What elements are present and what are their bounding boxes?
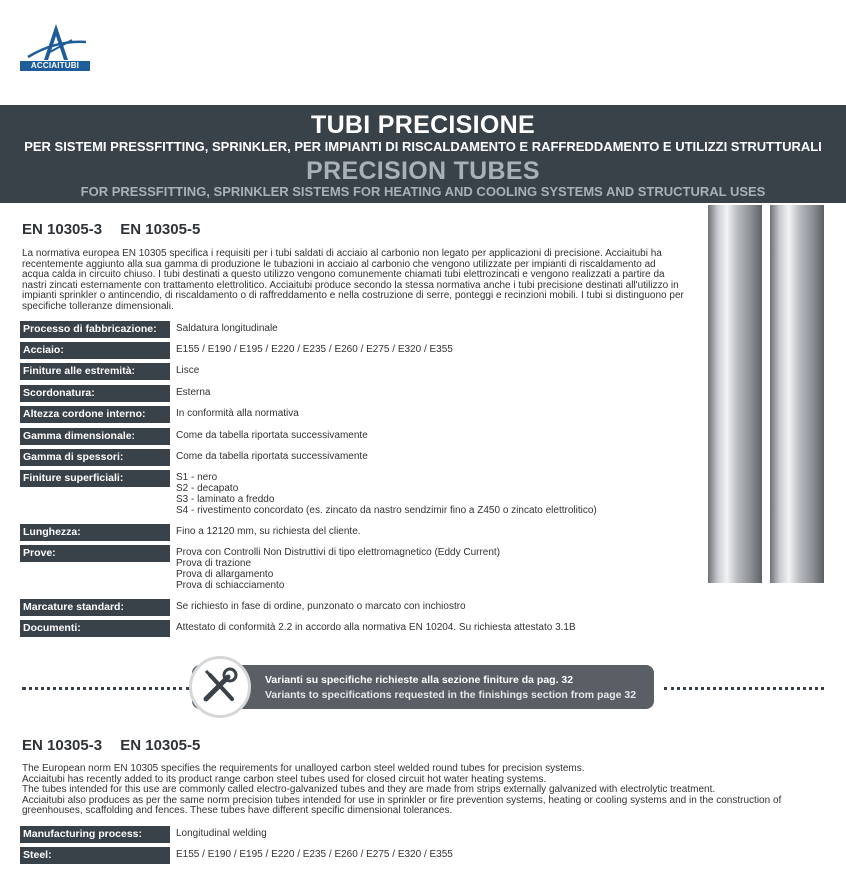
spec-value: In conformità alla normativa — [176, 408, 299, 419]
norm-label: EN 10305-3 — [22, 221, 103, 238]
dotted-divider-left — [22, 687, 190, 694]
intro-paragraph: Acciaitubi has recently added to its product range carbon steel tubes used for closed circuit hot water heating systems. — [22, 773, 547, 785]
tube-right — [770, 205, 824, 583]
spec-value: Saldatura longitudinale — [176, 323, 278, 334]
norm-label: EN 10305-5 — [120, 221, 201, 238]
spec-value: Se richiesto in fase di ordine, punzonato o marcato con inchiostro — [176, 601, 466, 612]
logo-wordmark: ACCIAITUBI — [20, 61, 90, 71]
intro-paragraph: Acciaitubi also produces as per the same norm precision tubes intended for use in sprinkler or fire prevention systems, heating or cooling systems and in the construction of greenhouses, scaffolding and fences. These tubes have different specific dimensional tolerances. — [22, 794, 782, 816]
intro-paragraph: The European norm EN 10305 specifies the requirements for unalloyed carbon steel welded round tubes for precision systems. — [22, 763, 585, 774]
spec-label: Finiture alle estremità: — [20, 363, 170, 380]
spec-label: Scordonatura: — [20, 385, 170, 402]
variants-text-it: Varianti su specifiche richieste alla sezione finiture da pag. 32 — [265, 674, 574, 686]
spec-label: Finiture superficiali: — [20, 470, 170, 487]
spec-label: Prove: — [20, 545, 170, 562]
spec-label: Lunghezza: — [20, 524, 170, 541]
spec-value: Esterna — [176, 387, 211, 398]
variants-text-en: Variants to specifications requested in the finishings section from page 32 — [265, 689, 637, 701]
dotted-divider-right — [664, 687, 824, 694]
tools-icon — [192, 659, 248, 715]
title-banner — [0, 105, 846, 203]
spec-value: Come da tabella riportata successivamente — [176, 451, 368, 462]
norm-label: EN 10305-5 — [120, 737, 201, 754]
spec-value: Prova con Controlli Non Distruttivi di tipo elettromagnetico (Eddy Current) Prova di trazione Prova di allargamento Prova di schiacciamento — [176, 547, 501, 591]
title-en: PRECISION TUBES — [306, 157, 540, 185]
spec-value: Attestato di conformità 2.2 in accordo alla normativa EN 10204. Su richiesta attestato 3.1B — [176, 622, 576, 633]
variants-icon-badge — [189, 656, 251, 718]
spec-label: Documenti: — [20, 620, 170, 637]
spec-label: Manufacturing process: — [20, 826, 170, 843]
spec-label: Gamma dimensionale: — [20, 428, 170, 445]
tube-left — [708, 205, 762, 583]
spec-value: Longitudinal welding — [176, 828, 267, 839]
spec-value: E155 / E190 / E195 / E220 / E235 / E260 / E275 / E320 / E355 — [176, 344, 453, 355]
spec-label: Processo di fabbricazione: — [20, 321, 170, 338]
spec-value: Come da tabella riportata successivamente — [176, 430, 368, 441]
intro-text-en — [22, 764, 822, 817]
spec-value: Fino a 12120 mm, su richiesta del cliente. — [176, 526, 361, 537]
intro-paragraph: La normativa europea EN 10305 specifica i requisiti per i tubi saldati di acciaio al carbonio non legato per applicazioni di precisione. Acciaitubi ha recentemente aggiunto alla sua gamma di produzione le tubazioni in acciaio al carbonio che vengono utilizzate per impianti di riscaldamento ad acqua calda in circuito chiuso. I tubi destinati a questo utilizzo vengono comunemente chiamati tubi elettrozincati e vengono realizzati a partire da nastri zincati esternamente con trattamento elettrolitico. Acciaitubi produce secondo la stessa normativa anche i tubi precisione destinati all'utilizzo in impianti sprinkler o antincendio, di riscaldamento o di raffreddamento e nella costruzione di serre, ponteggi e recinzioni mobili. I tubi si distinguono per specifiche tolleranze dimensionali. — [22, 248, 684, 312]
spec-label: Acciaio: — [20, 342, 170, 359]
subtitle-en: FOR PRESSFITTING, SPRINKLER SISTEMS FOR HEATING AND COOLING SYSTEMS AND STRUCTURAL USES — [80, 184, 766, 199]
precision-tubes-image — [700, 205, 830, 585]
intro-text-it — [22, 249, 684, 312]
norm-label: EN 10305-3 — [22, 737, 103, 754]
title-it: TUBI PRECISIONE — [311, 111, 535, 139]
spec-value: Lisce — [176, 365, 200, 376]
norms-heading-en — [22, 737, 214, 754]
spec-label: Marcature standard: — [20, 599, 170, 616]
spec-label: Gamma di spessori: — [20, 449, 170, 466]
spec-value: E155 / E190 / E195 / E220 / E235 / E260 / E275 / E320 / E355 — [176, 849, 453, 860]
spec-label: Altezza cordone interno: — [20, 406, 170, 423]
norms-heading-it — [22, 221, 214, 238]
intro-paragraph: The tubes intended for this use are commonly called electro-galvanized tubes and they are made from strips externally galvanized with electrolytic treatment. — [22, 784, 716, 795]
spec-label: Steel: — [20, 847, 170, 864]
spec-value: S1 - nero S2 - decapato S3 - laminato a freddo S4 - rivestimento concordato (es. zincato da nastro sendzimir fino a Z450 o zincato elettrolitico) — [176, 472, 597, 516]
subtitle-it: PER SISTEMI PRESSFITTING, SPRINKLER, PER IMPIANTI DI RISCALDAMENTO E RAFFREDDAMENTO E UTILIZZI STRUTTURALI — [24, 139, 822, 154]
variants-callout — [192, 665, 654, 709]
